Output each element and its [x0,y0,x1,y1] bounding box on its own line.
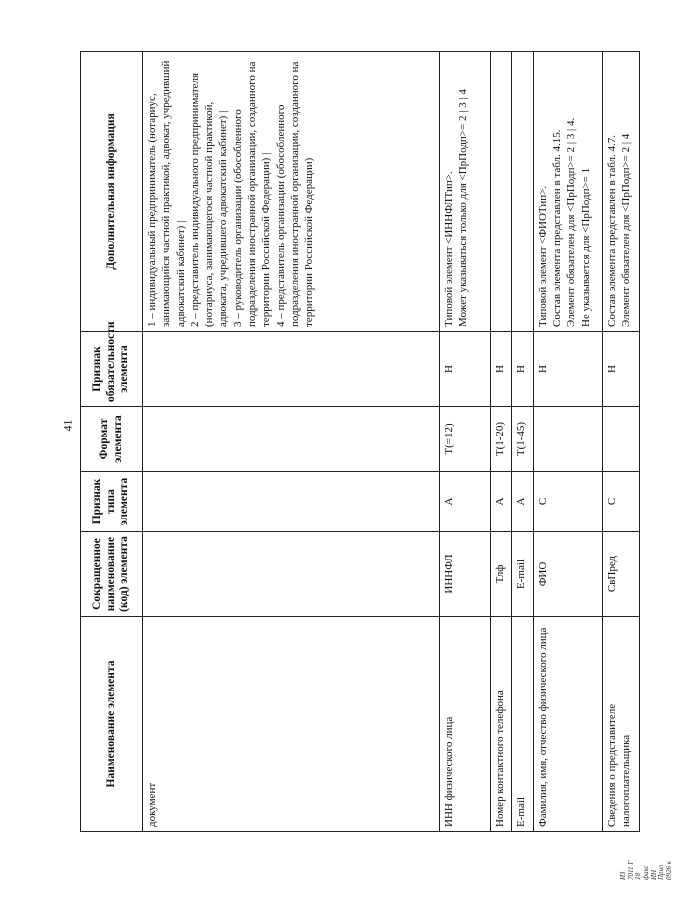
cell-type: С [602,472,639,532]
header-info: Дополнительная информация [81,52,143,332]
header-required: Признак обязательности элемента [81,332,143,407]
cell-required: Н [512,332,533,407]
cell-name: Номер контактного телефона [491,617,512,832]
cell-required: Н [533,332,602,407]
cell-code: E-mail [512,532,533,617]
cell-info: 1 – индивидуальный предприниматель (нотариус, занимающийся частной практикой, адвокат, учредивший адвокатский кабинет) | 2 – представитель индивидуального предпринимателя (нотариуса, занимающегося частной практикой, адвоката, учредившего адвокатский кабинет) | 3 – руководитель организации (обособленного подразделения иностранной организации, созданного на территории Российской Федерации) | 4 – представитель организации (обособленного подразделения иностранной организации, созданного на территории Российской Федерации) [143,52,440,332]
cell-code: СвПред [602,532,639,617]
header-type: Признак типа элемента [81,472,143,532]
cell-type: С [533,472,602,532]
cell-required: Н [440,332,491,407]
cell-name: ИНН физического лица [440,617,491,832]
cell-info: Типовой элемент <ИННФЛТип>. Может указываться только для <ПрПодп>= 2 | 3 | 4 [440,52,491,332]
cell-info [491,52,512,332]
table-row [143,52,440,832]
cell-info: Состав элемента представлен в табл. 4.7. Элемент обязателен для <ПрПодп>= 2 | 4 [602,52,639,332]
cell-format: Т(=12) [440,407,491,472]
header-name: Наименование элемента [81,617,143,832]
cell-name: E-mail [512,617,533,832]
cell-type [143,472,440,532]
table-row [440,52,491,832]
table-row [533,52,602,832]
cell-format: Т(1-20) [491,407,512,472]
cell-type: А [440,472,491,532]
cell-type: А [491,472,512,532]
rotated-table-wrapper [80,52,640,832]
header-code: Сокращенное наименование (код) элемента [81,532,143,617]
table-row [491,52,512,832]
cell-type: А [512,472,533,532]
cell-info: Типовой элемент <ФИОТип>. Состав элемента представлен в табл. 4.15. Элемент обязателен для <ПрПодп>= 2 | 3 | 4. Не указывается для <ПрПодп>= 1 [533,52,602,332]
cell-required: Н [491,332,512,407]
cell-code: ИННФЛ [440,532,491,617]
cell-required [143,332,440,407]
cell-name: Фамилия, имя, отчество физического лица [533,617,602,832]
cell-name: Сведения о представителе налогоплательщика [602,617,639,832]
table-row [602,52,639,832]
cell-code [143,532,440,617]
elements-table [80,51,640,832]
table-row [512,52,533,832]
cell-code: Тлф [491,532,512,617]
cell-format [602,407,639,472]
header-row [81,52,143,832]
cell-name: документ [143,617,440,832]
cell-format [533,407,602,472]
cell-format: Т(1-45) [512,407,533,472]
cell-code: ФИО [533,532,602,617]
footer-note: ИЗ 7011 Г 18 факс ИН Прил 0926 к [619,860,674,880]
cell-info [512,52,533,332]
cell-format [143,407,440,472]
header-format: Формат элемента [81,407,143,472]
page-number: 41 [60,419,75,432]
cell-required: Н [602,332,639,407]
